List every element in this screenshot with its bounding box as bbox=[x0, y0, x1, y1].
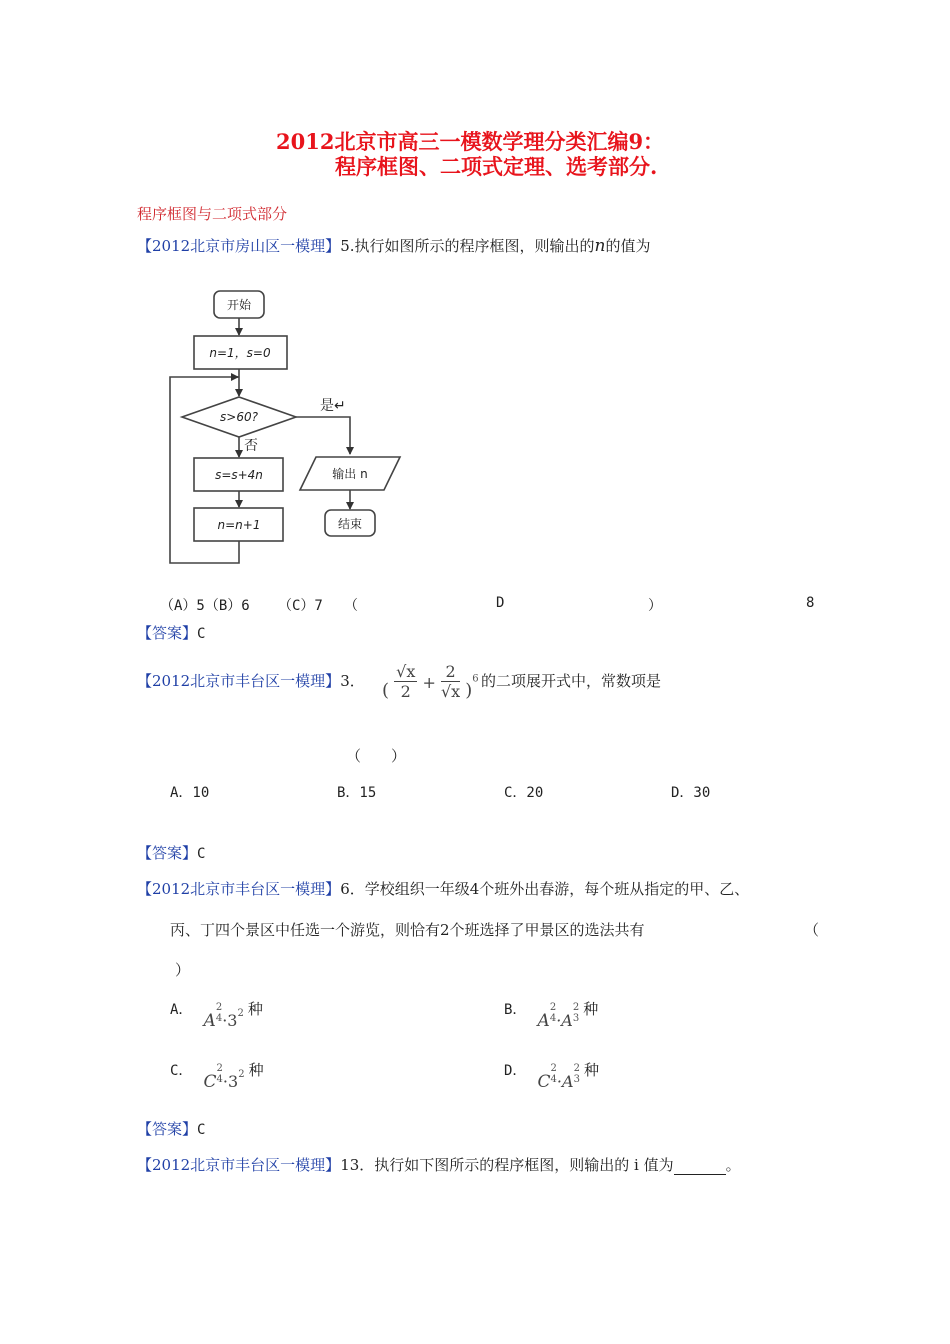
option-sup: 2 bbox=[550, 1063, 557, 1074]
option-sub: 4 bbox=[549, 1013, 557, 1024]
question-3-option-b bbox=[504, 998, 599, 1031]
question-4-text-end: 。 bbox=[725, 1156, 741, 1174]
flowchart-yes-label: 是↵ bbox=[320, 398, 346, 414]
question-3-text-line1: 6．学校组织一年级4个班外出春游，每个班从指定的甲、乙、 bbox=[340, 880, 750, 898]
question-3-answer bbox=[137, 1118, 205, 1139]
question-1-option-eight: 8 bbox=[806, 595, 815, 611]
option-tail-sub: 3 bbox=[573, 1074, 580, 1085]
question-2-option-b: B．15 bbox=[337, 785, 377, 801]
question-3-option-c bbox=[170, 1059, 264, 1092]
question-4-line bbox=[137, 1154, 741, 1175]
option-tail-sup: 2 bbox=[572, 1002, 580, 1013]
expression-close-paren: ) bbox=[465, 680, 473, 701]
flowchart-no-label: 否 bbox=[244, 438, 258, 454]
option-label: B． bbox=[504, 1002, 527, 1018]
question-1-answer bbox=[137, 622, 205, 643]
document-title-line1: 2012北京市高三一模数学理分类汇编9： bbox=[276, 129, 665, 154]
flowchart-condition-text: s>60? bbox=[220, 410, 258, 424]
question-1-option-d: D bbox=[496, 595, 505, 611]
option-sub: 4 bbox=[550, 1074, 557, 1085]
expression-plus: + bbox=[422, 673, 436, 692]
option-sup: 2 bbox=[216, 1063, 223, 1074]
answer-value: C bbox=[197, 626, 206, 642]
flowchart-step1-text: s=s+4n bbox=[215, 468, 263, 482]
question-2-answer bbox=[137, 842, 205, 863]
question-2-option-d: D．30 bbox=[671, 785, 711, 801]
option-tail: ·3 bbox=[222, 1011, 238, 1030]
option-label: A． bbox=[170, 1002, 193, 1018]
flowchart-init-text: n=1，s=0 bbox=[209, 346, 271, 360]
fraction-1-numerator: √x bbox=[396, 662, 416, 681]
option-unit: 种 bbox=[583, 1061, 599, 1079]
question-1-source: 【2012北京市房山区一模理】 bbox=[137, 237, 341, 255]
option-tail-sub: 3 bbox=[572, 1013, 580, 1024]
answer-value: C bbox=[197, 846, 206, 862]
option-symbol: A bbox=[537, 1011, 550, 1031]
question-1-paren-left: （ bbox=[344, 598, 358, 614]
option-tail-sup: 2 bbox=[237, 1007, 244, 1019]
question-3-paren-left: （ bbox=[804, 921, 820, 939]
option-tail: ·A bbox=[556, 1072, 574, 1091]
expression-fraction-1 bbox=[394, 662, 417, 701]
flowchart bbox=[160, 285, 420, 575]
option-symbol: A bbox=[203, 1011, 216, 1031]
question-1-stem bbox=[137, 235, 650, 256]
question-2-option-c: C．20 bbox=[504, 785, 544, 801]
question-2-number: 3． bbox=[340, 672, 365, 690]
question-3-paren-right: ） bbox=[175, 961, 191, 979]
option-tail: ·3 bbox=[222, 1072, 239, 1091]
answer-label: 【答案】 bbox=[137, 624, 198, 642]
expression-power: 6 bbox=[472, 673, 479, 685]
answer-label: 【答案】 bbox=[137, 1120, 198, 1138]
fraction-1-denominator: 2 bbox=[400, 682, 411, 701]
answer-value: C bbox=[197, 1122, 206, 1138]
option-sub: 4 bbox=[216, 1074, 223, 1085]
option-symbol: C bbox=[203, 1072, 217, 1092]
option-tail-sup: 2 bbox=[238, 1068, 245, 1080]
fraction-2-denominator: √x bbox=[440, 682, 461, 701]
answer-label: 【答案】 bbox=[137, 844, 198, 862]
expression-open-paren: ( bbox=[382, 680, 390, 701]
flowchart-output-text: 输出 n bbox=[332, 467, 368, 481]
expression-fraction-2 bbox=[441, 662, 460, 701]
question-2-option-a: A．10 bbox=[170, 785, 210, 801]
question-1-option-c: （C）7 bbox=[278, 598, 323, 614]
option-label: C． bbox=[170, 1063, 193, 1079]
fraction-2-numerator: 2 bbox=[441, 662, 460, 682]
flowchart-step2-text: n=n+1 bbox=[217, 518, 261, 532]
flowchart-yes-line bbox=[296, 417, 350, 454]
option-label: D． bbox=[504, 1063, 527, 1079]
option-sub: 4 bbox=[215, 1013, 223, 1024]
option-sup: 2 bbox=[549, 1002, 557, 1013]
section-heading: 程序框图与二项式部分 bbox=[137, 205, 288, 223]
option-unit: 种 bbox=[248, 1061, 264, 1079]
question-3-line1 bbox=[137, 878, 749, 899]
question-2-source: 【2012北京市丰台区一模理】 bbox=[137, 672, 341, 690]
option-tail-sup: 2 bbox=[573, 1063, 580, 1074]
question-1-text: 5.执行如图所示的程序框图，则输出的 bbox=[340, 237, 595, 255]
flowchart-start-text: 开始 bbox=[226, 298, 252, 312]
question-2-paren: （ ） bbox=[346, 747, 407, 765]
question-2-source-line bbox=[137, 670, 365, 691]
question-1-text-end: 的值为 bbox=[605, 237, 651, 255]
option-unit: 种 bbox=[247, 1000, 263, 1018]
question-3-source: 【2012北京市丰台区一模理】 bbox=[137, 880, 341, 898]
question-3-text-line2: 丙、丁四个景区中任选一个游览，则恰有2个班选择了甲景区的选法共有 bbox=[170, 921, 645, 939]
question-3-option-a bbox=[170, 998, 263, 1031]
question-4-source: 【2012北京市丰台区一模理】 bbox=[137, 1156, 341, 1174]
question-1-options-ab: （A）5（B）6 bbox=[160, 598, 250, 614]
option-unit: 种 bbox=[583, 1000, 599, 1018]
option-symbol: C bbox=[537, 1072, 551, 1092]
option-sup: 2 bbox=[215, 1002, 223, 1013]
option-tail: ·A bbox=[556, 1011, 573, 1030]
question-2-text: 的二项展开式中，常数项是 bbox=[481, 672, 662, 690]
question-4-text: 13．执行如下图所示的程序框图，则输出的 i 值为 bbox=[340, 1156, 674, 1174]
flowchart-end-text: 结束 bbox=[337, 517, 363, 531]
question-2-expression bbox=[382, 664, 479, 703]
answer-blank bbox=[674, 1160, 726, 1175]
question-3-option-d bbox=[504, 1059, 599, 1092]
question-1-variable: n bbox=[594, 236, 606, 256]
document-title-line2: 程序框图、二项式定理、选考部分. bbox=[335, 154, 658, 179]
question-1-paren-right: ） bbox=[648, 598, 662, 614]
